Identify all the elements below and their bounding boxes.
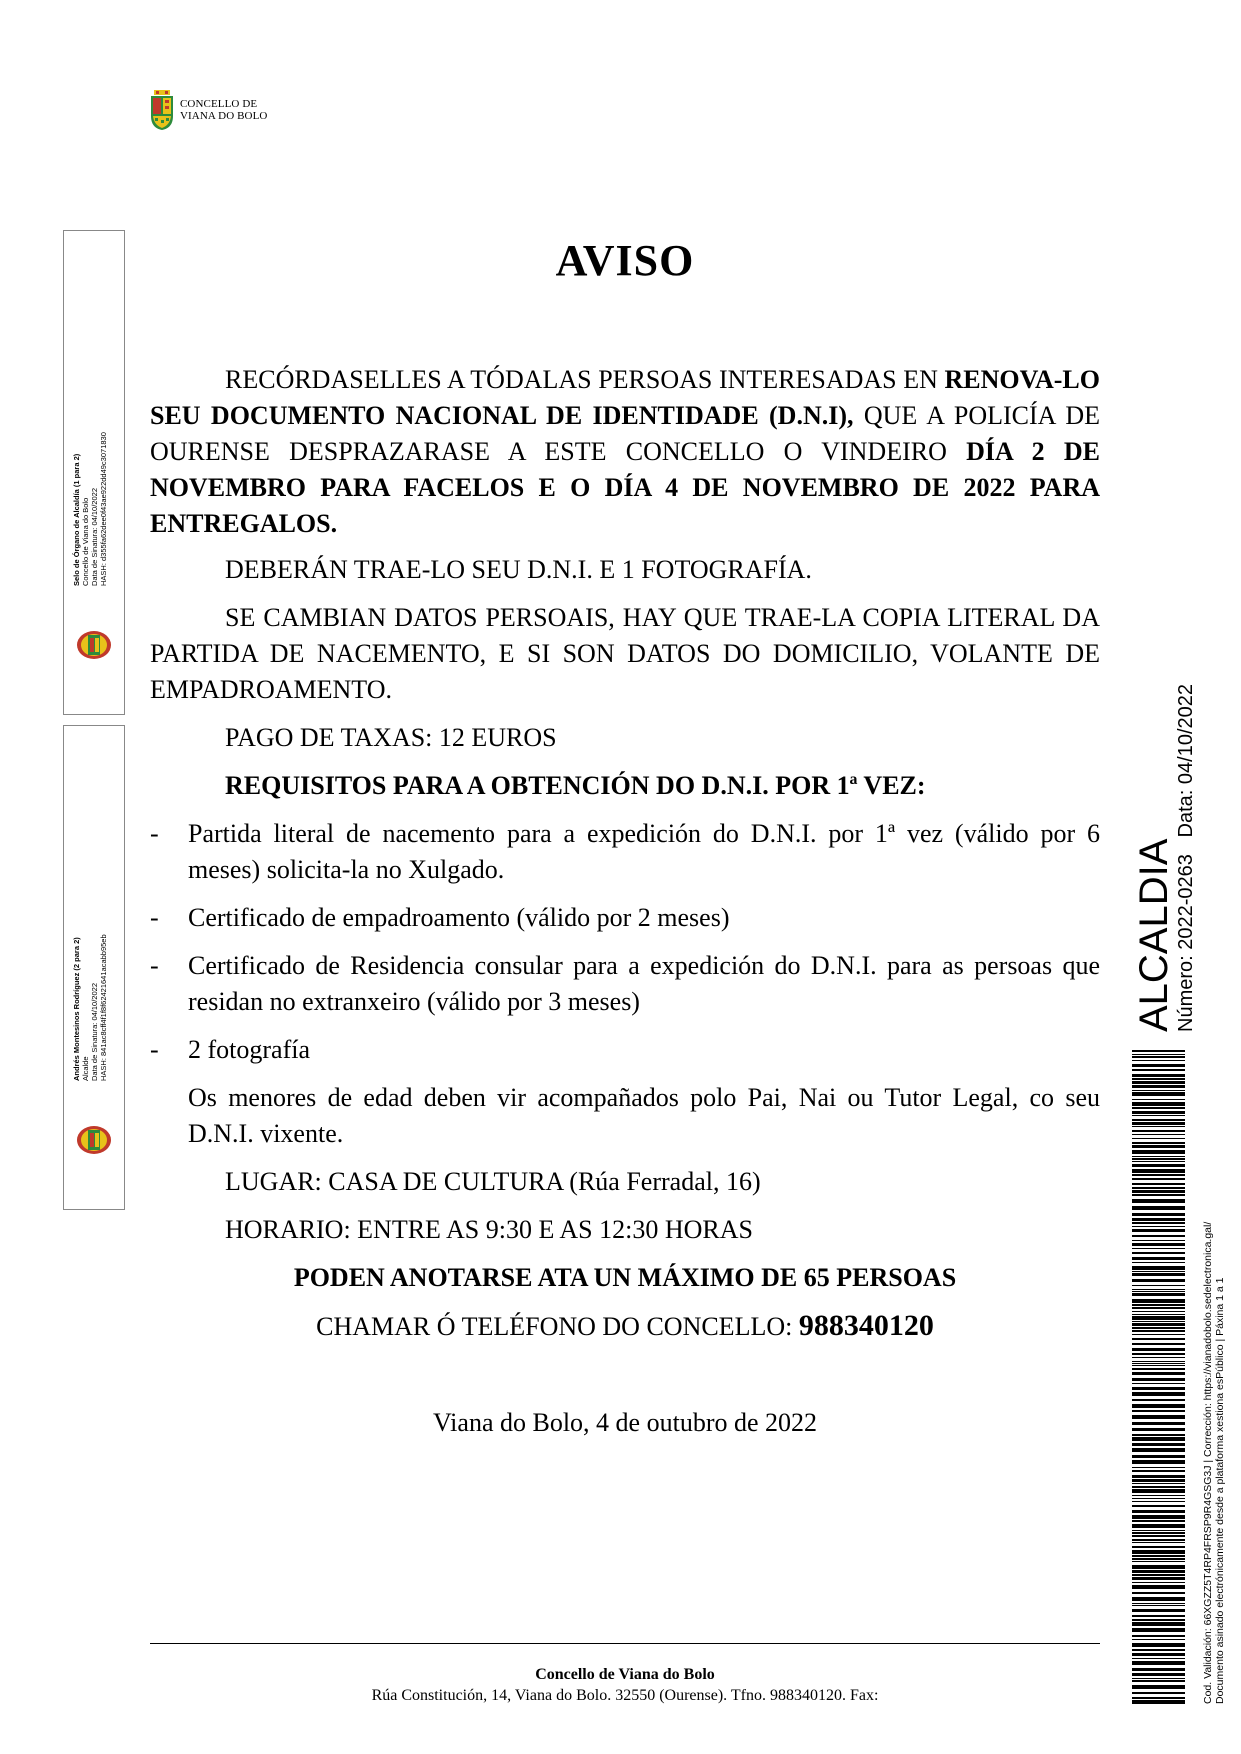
- document-number: Número: 2022-0263: [1175, 854, 1197, 1032]
- barcode-bar: [1132, 1279, 1185, 1282]
- barcode-bar: [1132, 1387, 1185, 1390]
- barcode-bar: [1132, 1262, 1185, 1263]
- barcode-bar: [1132, 1226, 1185, 1227]
- signature-2-date: Data de Sinatura: 04/10/2022: [90, 983, 99, 1081]
- barcode-bar: [1132, 1668, 1185, 1671]
- barcode-bar: [1132, 1570, 1185, 1573]
- barcode-bar: [1132, 1145, 1185, 1148]
- barcode-bar: [1132, 1609, 1185, 1612]
- barcode-bar: [1132, 1539, 1185, 1541]
- place-date: Viana do Bolo, 4 de outubro de 2022: [432, 1408, 818, 1437]
- list-item: [150, 900, 1100, 936]
- barcode-bar: [1132, 1365, 1185, 1366]
- footer-divider: [150, 1643, 1100, 1644]
- org-name-line2: VIANA DO BOLO: [180, 110, 268, 122]
- barcode-bar: [1132, 1338, 1185, 1340]
- barcode-bar: [1132, 1437, 1185, 1441]
- barcode-bar: [1132, 1505, 1185, 1507]
- list-item-text: 2 fotografía: [188, 1035, 311, 1064]
- barcode-bar: [1132, 1678, 1185, 1679]
- barcode-bar: [1132, 1090, 1185, 1091]
- barcode-bar: [1132, 1460, 1185, 1464]
- requirements-heading: REQUISITOS PARA A OBTENCIÓN DO D.N.I. POR 1ª VEZ:: [225, 771, 926, 800]
- barcode-bar: [1132, 1550, 1185, 1554]
- document-title: AVISO: [555, 236, 695, 285]
- document-number-date: [1175, 684, 1197, 1032]
- barcode-bar: [1132, 1316, 1185, 1320]
- bullet-dash: -: [150, 951, 159, 980]
- barcode-bar: [1132, 1178, 1185, 1180]
- barcode-bar: [1132, 1410, 1185, 1412]
- barcode-bar: [1132, 1164, 1185, 1167]
- bullet-dash: -: [150, 819, 159, 848]
- barcode-bar: [1132, 1363, 1185, 1364]
- barcode-bar: [1132, 1542, 1185, 1543]
- barcode-bar: [1132, 1085, 1185, 1088]
- barcode-bar: [1132, 1483, 1185, 1484]
- barcode-bar: [1132, 1448, 1185, 1452]
- barcode-bar: [1132, 1142, 1185, 1144]
- barcode-bar: [1132, 1515, 1185, 1519]
- barcode-bar: [1132, 1486, 1185, 1488]
- barcode-bar: [1132, 1495, 1185, 1496]
- barcode-bar: [1132, 1434, 1185, 1436]
- footer-address: Rúa Constitución, 14, Viana do Bolo. 32550 (Ourense). Tfno. 988340120. Fax:: [371, 1687, 879, 1704]
- barcode-bar: [1132, 1257, 1185, 1260]
- barcode-bar: [1132, 1639, 1185, 1640]
- call-text: CHAMAR Ó TELÉFONO DO CONCELLO:: [316, 1312, 799, 1341]
- barcode-bar: [1132, 1111, 1185, 1114]
- barcode-bar: [1132, 1307, 1185, 1309]
- barcode-bar: [1132, 1056, 1185, 1058]
- seal-icon: [76, 629, 112, 661]
- barcode-bar: [1132, 1404, 1185, 1408]
- fees-paragraph: PAGO DE TAXAS: 12 EUROS: [225, 723, 557, 752]
- barcode-bar: [1132, 1115, 1185, 1116]
- barcode-bar: [1132, 1222, 1185, 1224]
- barcode-bar: [1132, 1479, 1185, 1482]
- barcode-bar: [1132, 1592, 1185, 1594]
- barcode-bar: [1132, 1271, 1185, 1272]
- barcode-bar: [1132, 1415, 1185, 1419]
- barcode-bar: [1132, 1658, 1185, 1659]
- barcode-bar: [1132, 1330, 1185, 1332]
- barcode-bar: [1132, 1321, 1185, 1322]
- barcode-bar: [1132, 1158, 1185, 1160]
- header-logo: [150, 90, 267, 130]
- barcode-bar: [1132, 1372, 1185, 1375]
- barcode-bar: [1132, 1530, 1185, 1531]
- barcode-bar: [1132, 1422, 1185, 1425]
- barcode-bar: [1132, 1311, 1185, 1312]
- barcode-bar: [1132, 1673, 1185, 1676]
- barcode-bar: [1132, 1240, 1185, 1241]
- signature-2-role: Alcalde: [81, 1056, 90, 1081]
- signature-1-title: Selo de Órgano de Alcaldía (1 para 2): [72, 453, 81, 586]
- barcode-bar: [1132, 1293, 1185, 1296]
- barcode-bar: [1132, 1190, 1185, 1193]
- phone-number: 988340120: [798, 1309, 934, 1342]
- barcode-bar: [1132, 1107, 1185, 1109]
- barcode-bar: [1132, 1194, 1185, 1196]
- barcode-bar: [1132, 1558, 1185, 1560]
- seal-icon: [76, 1124, 112, 1156]
- barcode-bar: [1132, 1532, 1185, 1534]
- barcode-bar: [1132, 1470, 1185, 1472]
- signature-1-entity: Concello de Viana do Bolo: [81, 497, 90, 586]
- barcode-bar: [1132, 1649, 1185, 1651]
- barcode-bar: [1132, 1535, 1185, 1537]
- barcode-bar: [1132, 1092, 1185, 1096]
- barcode-bar: [1132, 1334, 1185, 1335]
- barcode-bar: [1132, 1218, 1185, 1221]
- intro-text-a: RECÓRDASELLES A TÓDALAS PERSOAS INTERESADAS EN: [225, 365, 945, 394]
- org-name-line1: CONCELLO DE: [180, 98, 258, 110]
- barcode-bar: [1132, 1229, 1185, 1232]
- barcode-bar: [1132, 1378, 1185, 1381]
- barcode-bar: [1132, 1455, 1185, 1458]
- barcode-bar: [1132, 1574, 1185, 1576]
- barcode-bar: [1132, 1252, 1185, 1254]
- barcode-bar: [1132, 1314, 1185, 1315]
- barcode-bar: [1132, 1054, 1185, 1055]
- barcode-bar: [1132, 1050, 1185, 1052]
- barcode-bar: [1132, 1273, 1185, 1276]
- barcode-bar: [1132, 1524, 1185, 1528]
- list-item: [150, 816, 1100, 888]
- barcode-bar: [1132, 1235, 1185, 1237]
- barcode-bar: [1132, 1697, 1185, 1699]
- barcode-bar: [1132, 1661, 1185, 1665]
- barcode-bar: [1132, 1156, 1185, 1157]
- data-change-paragraph: SE CAMBIAN DATOS PERSOAIS, HAY QUE TRAE-LA COPIA LITERAL DA PARTIDA DE NACEMENTO, E SI SON DATOS DO DOMICILIO, VOLANTE DE EMPADROAMENTO.: [150, 603, 1100, 704]
- barcode-bar: [1132, 1475, 1185, 1478]
- barcode-bar: [1132, 1615, 1185, 1617]
- barcode-bar: [1132, 1323, 1185, 1326]
- barcode-bar: [1132, 1213, 1185, 1216]
- barcode-bar: [1132, 1680, 1185, 1682]
- list-item-text: Certificado de empadroamento (válido por 2 meses): [188, 903, 730, 932]
- barcode-bar: [1132, 1603, 1185, 1604]
- barcode-bar: [1132, 1501, 1185, 1502]
- barcode-bar: [1132, 1628, 1185, 1632]
- barcode-bar: [1132, 1643, 1185, 1647]
- barcode-bar: [1132, 1126, 1185, 1127]
- barcode-bar: [1132, 1078, 1185, 1080]
- intro-text-d: DÍA 2 DE NOVEMBRO PARA FACELOS E O DÍA 4 DE NOVEMBRO DE 2022 PARA ENTREGALOS.: [150, 437, 1100, 538]
- validation-platform: Documento asinado electrónicamente desde a plataforma xestiona esPúblico | Páxina 1 a 1: [1214, 1277, 1226, 1704]
- barcode-bar: [1132, 1622, 1185, 1626]
- signature-2-title: Andrés Montesinos Rodríguez (2 para 2): [72, 937, 81, 1081]
- barcode-bar: [1132, 1060, 1185, 1061]
- list-item-text: Partida literal de nacemento para a expedición do D.N.I. por 1ª vez (válido por 6 meses) solicita-la no Xulgado.: [188, 819, 1100, 884]
- minors-paragraph: Os menores de edad deben vir acompañados polo Pai, Nai ou Tutor Legal, co seu D.N.I. vixente.: [188, 1083, 1100, 1148]
- barcode: [1132, 1050, 1185, 1705]
- max-people-paragraph: PODEN ANOTARSE ATA UN MÁXIMO DE 65 PERSOAS: [293, 1263, 957, 1292]
- barcode-bar: [1132, 1304, 1185, 1306]
- barcode-bar: [1132, 1605, 1185, 1606]
- barcode-bar: [1132, 1399, 1185, 1401]
- barcode-bar: [1132, 1467, 1185, 1468]
- barcode-bar: [1132, 1183, 1185, 1185]
- location-paragraph: LUGAR: CASA DE CULTURA (Rúa Ferradal, 16): [225, 1167, 761, 1196]
- signature-stamp-2: [63, 725, 125, 1210]
- barcode-bar: [1132, 1392, 1185, 1396]
- barcode-bar: [1132, 1383, 1185, 1384]
- barcode-bar: [1132, 1561, 1185, 1562]
- intro-paragraph: [150, 362, 1100, 542]
- barcode-bar: [1132, 1122, 1185, 1125]
- barcode-bar: [1132, 1327, 1185, 1329]
- barcode-bar: [1132, 1161, 1185, 1162]
- document-body: [150, 362, 1100, 1467]
- barcode-bar: [1132, 1582, 1185, 1583]
- barcode-bar: [1132, 1343, 1185, 1345]
- barcode-bar: [1132, 1653, 1185, 1656]
- barcode-bar: [1132, 1555, 1185, 1557]
- barcode-bar: [1132, 1174, 1185, 1176]
- barcode-bar: [1132, 1685, 1185, 1689]
- coat-of-arms-icon: [150, 90, 174, 130]
- barcode-bar: [1132, 1368, 1185, 1370]
- barcode-bar: [1132, 1064, 1185, 1067]
- barcode-bar: [1132, 1510, 1185, 1513]
- barcode-bar: [1132, 1130, 1185, 1132]
- signature-stamp-1: [63, 230, 125, 715]
- bullet-dash: -: [150, 1035, 159, 1064]
- barcode-bar: [1132, 1291, 1185, 1292]
- list-item: [150, 1032, 1100, 1068]
- barcode-bar: [1132, 1619, 1185, 1621]
- signature-1-date: Data de Sinatura: 04/10/2022: [90, 488, 99, 586]
- validation-text: [1202, 1222, 1226, 1704]
- barcode-bar: [1132, 1489, 1185, 1493]
- call-paragraph: [150, 1308, 1100, 1345]
- barcode-bar: [1132, 1692, 1185, 1694]
- footer: [150, 1664, 1100, 1706]
- barcode-bar: [1132, 1206, 1185, 1210]
- barcode-bar: [1132, 1546, 1185, 1548]
- validation-code: Cod. Validación: 66XGZZ5T4RP4FRSP9R4GSG3J | Corrección: https://vianadobolo.sedelectronica.gal/: [1202, 1221, 1214, 1704]
- signature-2-text: [72, 934, 108, 1081]
- barcode-bar: [1132, 1299, 1185, 1303]
- barcode-bar: [1132, 1099, 1185, 1100]
- barcode-bar: [1132, 1266, 1185, 1270]
- barcode-bar: [1132, 1520, 1185, 1522]
- barcode-bar: [1132, 1348, 1185, 1351]
- signature-1-text: [72, 432, 108, 586]
- barcode-bar: [1132, 1565, 1185, 1569]
- barcode-bar: [1132, 1119, 1185, 1121]
- barcode-bar: [1132, 1150, 1185, 1154]
- barcode-bar: [1132, 1289, 1185, 1290]
- org-name: [180, 98, 267, 122]
- barcode-bar: [1132, 1138, 1185, 1139]
- barcode-bar: [1132, 1443, 1185, 1446]
- barcode-bar: [1132, 1102, 1185, 1106]
- barcode-bar: [1132, 1597, 1185, 1601]
- footer-org-name: Concello de Viana do Bolo: [535, 1666, 715, 1683]
- signature-1-hash: HASH: d355fa62dee0f43ae922dd49c3071830: [99, 432, 108, 586]
- department-label: ALCALDIA: [1132, 838, 1176, 1032]
- barcode-bar: [1132, 1353, 1185, 1355]
- barcode-bar: [1132, 1361, 1185, 1362]
- barcode-bar: [1132, 1428, 1185, 1431]
- barcode-bar: [1132, 1069, 1185, 1071]
- barcode-bar: [1132, 1635, 1185, 1637]
- barcode-bar: [1132, 1498, 1185, 1499]
- barcode-bar: [1132, 1134, 1185, 1135]
- intro-text-b: RENOVA-LO SEU DOCUMENTO NACIONAL DE IDENTIDADE (D.N.I),: [150, 365, 1100, 430]
- barcode-bar: [1132, 1074, 1185, 1077]
- barcode-bar: [1132, 1285, 1185, 1286]
- barcode-bar: [1132, 1357, 1185, 1358]
- barcode-bar: [1132, 1081, 1185, 1084]
- barcode-bar: [1132, 1700, 1185, 1704]
- barcode-bar: [1132, 1585, 1185, 1589]
- barcode-bar: [1132, 1199, 1185, 1203]
- barcode-bar: [1132, 1248, 1185, 1249]
- bring-dni-paragraph: DEBERÁN TRAE-LO SEU D.N.I. E 1 FOTOGRAFÍA.: [225, 555, 812, 584]
- barcode-bar: [1132, 1169, 1185, 1173]
- barcode-bar: [1132, 1577, 1185, 1580]
- intro-text-c: QUE A POLICÍA DE OURENSE DESPRAZARASE A ESTE CONCELLO O VINDEIRO: [150, 401, 1101, 466]
- document-date: Data: 04/10/2022: [1175, 683, 1197, 838]
- signature-2-hash: HASH: 841ac8cff4f1f8f62421641acabb95eb: [99, 934, 108, 1081]
- list-item-text: Certificado de Residencia consular para a expedición do D.N.I. para as persoas que residan no extranxeiro (válido por 3 meses): [188, 951, 1100, 1016]
- barcode-bar: [1132, 1243, 1185, 1246]
- schedule-paragraph: HORARIO: ENTRE AS 9:30 E AS 12:30 HORAS: [225, 1215, 753, 1244]
- barcode-bar: [1132, 1187, 1185, 1189]
- bullet-dash: -: [150, 903, 159, 932]
- list-item: [150, 948, 1100, 1020]
